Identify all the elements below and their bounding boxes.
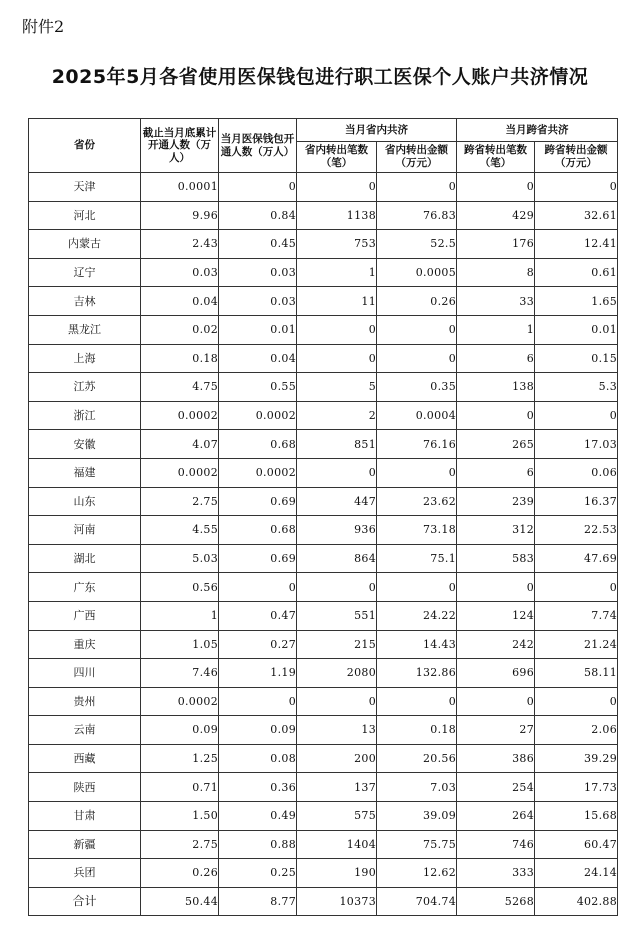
intra-count-cell: 5 <box>297 373 377 402</box>
header-cross-count: 跨省转出笔数（笔） <box>457 142 535 173</box>
cross-count-cell: 8 <box>457 258 535 287</box>
cross-count-cell: 312 <box>457 516 535 545</box>
intra-amount-cell: 52.5 <box>377 230 457 259</box>
table-row <box>29 287 618 316</box>
cumulative-cell: 5.03 <box>141 544 219 573</box>
intra-count-cell: 2 <box>297 401 377 430</box>
cross-count-cell: 265 <box>457 430 535 459</box>
header-intra-count: 省内转出笔数（笔） <box>297 142 377 173</box>
cumulative-cell: 9.96 <box>141 201 219 230</box>
intra-count-cell: 0 <box>297 344 377 373</box>
cross-amount-cell: 58.11 <box>535 659 618 688</box>
intra-amount-cell: 76.16 <box>377 430 457 459</box>
province-cell: 西藏 <box>29 744 141 773</box>
intra-count-cell: 864 <box>297 544 377 573</box>
province-cell: 重庆 <box>29 630 141 659</box>
intra-count-cell: 190 <box>297 859 377 888</box>
intra-count-cell: 0 <box>297 687 377 716</box>
province-cell: 上海 <box>29 344 141 373</box>
cross-count-cell: 6 <box>457 458 535 487</box>
cross-count-cell: 0 <box>457 573 535 602</box>
table-row <box>29 258 618 287</box>
intra-count-cell: 1138 <box>297 201 377 230</box>
header-row-top <box>29 119 618 142</box>
monthly-open-cell: 0.47 <box>219 601 297 630</box>
cumulative-cell: 1 <box>141 601 219 630</box>
table-row <box>29 516 618 545</box>
intra-amount-cell: 0.35 <box>377 373 457 402</box>
monthly-open-cell: 0.68 <box>219 430 297 459</box>
intra-count-cell: 10373 <box>297 887 377 916</box>
monthly-open-cell: 0.04 <box>219 344 297 373</box>
cross-amount-cell: 22.53 <box>535 516 618 545</box>
intra-count-cell: 575 <box>297 802 377 831</box>
total-row <box>29 887 618 916</box>
cross-count-cell: 124 <box>457 601 535 630</box>
header-cross-group: 当月跨省共济 <box>457 119 618 142</box>
cross-count-cell: 6 <box>457 344 535 373</box>
province-cell: 黑龙江 <box>29 315 141 344</box>
cross-count-cell: 264 <box>457 802 535 831</box>
province-cell: 甘肃 <box>29 802 141 831</box>
table-row <box>29 230 618 259</box>
cumulative-cell: 0.0002 <box>141 401 219 430</box>
attachment-label: 附件2 <box>22 17 65 36</box>
table-row <box>29 487 618 516</box>
intra-count-cell: 0 <box>297 573 377 602</box>
monthly-open-cell: 0.45 <box>219 230 297 259</box>
table-row <box>29 173 618 202</box>
cross-count-cell: 429 <box>457 201 535 230</box>
intra-amount-cell: 0.0004 <box>377 401 457 430</box>
cross-count-cell: 242 <box>457 630 535 659</box>
cross-amount-cell: 17.73 <box>535 773 618 802</box>
cross-amount-cell: 0.61 <box>535 258 618 287</box>
intra-amount-cell: 73.18 <box>377 516 457 545</box>
cumulative-cell: 0.09 <box>141 716 219 745</box>
intra-count-cell: 753 <box>297 230 377 259</box>
intra-count-cell: 1 <box>297 258 377 287</box>
cross-count-cell: 239 <box>457 487 535 516</box>
intra-count-cell: 2080 <box>297 659 377 688</box>
cumulative-cell: 7.46 <box>141 659 219 688</box>
cross-amount-cell: 60.47 <box>535 830 618 859</box>
intra-count-cell: 0 <box>297 315 377 344</box>
cumulative-cell: 4.07 <box>141 430 219 459</box>
province-cell: 吉林 <box>29 287 141 316</box>
cross-count-cell: 333 <box>457 859 535 888</box>
monthly-open-cell: 8.77 <box>219 887 297 916</box>
intra-amount-cell: 704.74 <box>377 887 457 916</box>
cumulative-cell: 50.44 <box>141 887 219 916</box>
province-cell: 内蒙古 <box>29 230 141 259</box>
page-title: 2025年5月各省使用医保钱包进行职工医保个人账户共济情况 <box>51 66 589 88</box>
province-cell: 广西 <box>29 601 141 630</box>
header-monthly-open: 当月医保钱包开通人数（万人） <box>219 119 297 173</box>
monthly-open-cell: 0.0002 <box>219 458 297 487</box>
intra-amount-cell: 39.09 <box>377 802 457 831</box>
intra-amount-cell: 0.0005 <box>377 258 457 287</box>
cross-count-cell: 696 <box>457 659 535 688</box>
table-row <box>29 859 618 888</box>
monthly-open-cell: 0.49 <box>219 802 297 831</box>
table-row <box>29 373 618 402</box>
province-cell: 湖北 <box>29 544 141 573</box>
cross-amount-cell: 7.74 <box>535 601 618 630</box>
cross-amount-cell: 16.37 <box>535 487 618 516</box>
cross-amount-cell: 39.29 <box>535 744 618 773</box>
cross-amount-cell: 12.41 <box>535 230 618 259</box>
monthly-open-cell: 0.36 <box>219 773 297 802</box>
header-cross-amount: 跨省转出金额（万元） <box>535 142 618 173</box>
cross-amount-cell: 0.06 <box>535 458 618 487</box>
table-row <box>29 315 618 344</box>
province-cell: 山东 <box>29 487 141 516</box>
cumulative-cell: 0.03 <box>141 258 219 287</box>
table-row <box>29 659 618 688</box>
intra-count-cell: 13 <box>297 716 377 745</box>
cumulative-cell: 0.04 <box>141 287 219 316</box>
province-cell: 新疆 <box>29 830 141 859</box>
data-table <box>28 118 618 916</box>
cross-count-cell: 176 <box>457 230 535 259</box>
province-cell: 河北 <box>29 201 141 230</box>
intra-amount-cell: 0 <box>377 315 457 344</box>
province-cell: 合计 <box>29 887 141 916</box>
cross-count-cell: 138 <box>457 373 535 402</box>
province-cell: 兵团 <box>29 859 141 888</box>
cumulative-cell: 0.0002 <box>141 458 219 487</box>
table-row <box>29 601 618 630</box>
cross-amount-cell: 15.68 <box>535 802 618 831</box>
monthly-open-cell: 0.27 <box>219 630 297 659</box>
cross-count-cell: 1 <box>457 315 535 344</box>
table-row <box>29 716 618 745</box>
intra-amount-cell: 7.03 <box>377 773 457 802</box>
intra-amount-cell: 132.86 <box>377 659 457 688</box>
intra-amount-cell: 0.26 <box>377 287 457 316</box>
monthly-open-cell: 0.69 <box>219 487 297 516</box>
cumulative-cell: 2.43 <box>141 230 219 259</box>
province-cell: 云南 <box>29 716 141 745</box>
table-row <box>29 430 618 459</box>
province-cell: 安徽 <box>29 430 141 459</box>
monthly-open-cell: 0.88 <box>219 830 297 859</box>
cross-amount-cell: 0 <box>535 401 618 430</box>
cross-count-cell: 0 <box>457 401 535 430</box>
monthly-open-cell: 0.01 <box>219 315 297 344</box>
intra-amount-cell: 0.18 <box>377 716 457 745</box>
header-cumulative: 截止当月底累计开通人数（万人） <box>141 119 219 173</box>
province-cell: 广东 <box>29 573 141 602</box>
intra-count-cell: 1404 <box>297 830 377 859</box>
intra-count-cell: 200 <box>297 744 377 773</box>
table-row <box>29 802 618 831</box>
monthly-open-cell: 0.69 <box>219 544 297 573</box>
table-row <box>29 344 618 373</box>
intra-count-cell: 551 <box>297 601 377 630</box>
cross-count-cell: 386 <box>457 744 535 773</box>
province-cell: 四川 <box>29 659 141 688</box>
table-row <box>29 573 618 602</box>
cumulative-cell: 0.18 <box>141 344 219 373</box>
monthly-open-cell: 0.84 <box>219 201 297 230</box>
intra-count-cell: 447 <box>297 487 377 516</box>
intra-amount-cell: 0 <box>377 458 457 487</box>
table-row <box>29 201 618 230</box>
header-intra-group: 当月省内共济 <box>297 119 457 142</box>
cross-amount-cell: 0.15 <box>535 344 618 373</box>
cross-amount-cell: 21.24 <box>535 630 618 659</box>
intra-count-cell: 0 <box>297 458 377 487</box>
cross-count-cell: 33 <box>457 287 535 316</box>
cumulative-cell: 4.75 <box>141 373 219 402</box>
cumulative-cell: 0.0002 <box>141 687 219 716</box>
cross-count-cell: 254 <box>457 773 535 802</box>
province-cell: 贵州 <box>29 687 141 716</box>
intra-count-cell: 11 <box>297 287 377 316</box>
cross-amount-cell: 0 <box>535 687 618 716</box>
monthly-open-cell: 0.0002 <box>219 401 297 430</box>
cross-count-cell: 746 <box>457 830 535 859</box>
monthly-open-cell: 0.25 <box>219 859 297 888</box>
monthly-open-cell: 1.19 <box>219 659 297 688</box>
intra-amount-cell: 75.1 <box>377 544 457 573</box>
cross-amount-cell: 47.69 <box>535 544 618 573</box>
intra-count-cell: 936 <box>297 516 377 545</box>
intra-amount-cell: 75.75 <box>377 830 457 859</box>
table-row <box>29 744 618 773</box>
monthly-open-cell: 0.09 <box>219 716 297 745</box>
cumulative-cell: 0.71 <box>141 773 219 802</box>
cross-amount-cell: 402.88 <box>535 887 618 916</box>
cross-amount-cell: 0.01 <box>535 315 618 344</box>
cumulative-cell: 4.55 <box>141 516 219 545</box>
cumulative-cell: 0.26 <box>141 859 219 888</box>
cross-amount-cell: 2.06 <box>535 716 618 745</box>
intra-amount-cell: 0 <box>377 344 457 373</box>
table-row <box>29 830 618 859</box>
cross-amount-cell: 32.61 <box>535 201 618 230</box>
monthly-open-cell: 0.55 <box>219 373 297 402</box>
cross-amount-cell: 1.65 <box>535 287 618 316</box>
header-province: 省份 <box>29 119 141 173</box>
cross-count-cell: 0 <box>457 173 535 202</box>
table-row <box>29 458 618 487</box>
province-cell: 浙江 <box>29 401 141 430</box>
table-row <box>29 544 618 573</box>
cumulative-cell: 0.02 <box>141 315 219 344</box>
province-cell: 福建 <box>29 458 141 487</box>
province-cell: 江苏 <box>29 373 141 402</box>
province-cell: 天津 <box>29 173 141 202</box>
monthly-open-cell: 0 <box>219 573 297 602</box>
monthly-open-cell: 0.68 <box>219 516 297 545</box>
intra-amount-cell: 0 <box>377 687 457 716</box>
cross-count-cell: 5268 <box>457 887 535 916</box>
cross-amount-cell: 0 <box>535 573 618 602</box>
intra-count-cell: 137 <box>297 773 377 802</box>
cumulative-cell: 1.50 <box>141 802 219 831</box>
cumulative-cell: 1.25 <box>141 744 219 773</box>
table-row <box>29 687 618 716</box>
monthly-open-cell: 0.03 <box>219 287 297 316</box>
intra-amount-cell: 12.62 <box>377 859 457 888</box>
cumulative-cell: 0.56 <box>141 573 219 602</box>
monthly-open-cell: 0.08 <box>219 744 297 773</box>
intra-count-cell: 851 <box>297 430 377 459</box>
cumulative-cell: 0.0001 <box>141 173 219 202</box>
intra-amount-cell: 76.83 <box>377 201 457 230</box>
table-row <box>29 630 618 659</box>
intra-amount-cell: 14.43 <box>377 630 457 659</box>
cross-amount-cell: 17.03 <box>535 430 618 459</box>
cumulative-cell: 2.75 <box>141 487 219 516</box>
cross-count-cell: 583 <box>457 544 535 573</box>
cross-count-cell: 0 <box>457 687 535 716</box>
cross-amount-cell: 0 <box>535 173 618 202</box>
table-body <box>29 173 618 916</box>
cumulative-cell: 2.75 <box>141 830 219 859</box>
monthly-open-cell: 0 <box>219 687 297 716</box>
header-intra-amount: 省内转出金额（万元） <box>377 142 457 173</box>
intra-count-cell: 215 <box>297 630 377 659</box>
table-row <box>29 401 618 430</box>
cross-amount-cell: 24.14 <box>535 859 618 888</box>
cross-amount-cell: 5.3 <box>535 373 618 402</box>
province-cell: 辽宁 <box>29 258 141 287</box>
monthly-open-cell: 0 <box>219 173 297 202</box>
cross-count-cell: 27 <box>457 716 535 745</box>
intra-amount-cell: 20.56 <box>377 744 457 773</box>
intra-amount-cell: 24.22 <box>377 601 457 630</box>
intra-count-cell: 0 <box>297 173 377 202</box>
monthly-open-cell: 0.03 <box>219 258 297 287</box>
intra-amount-cell: 0 <box>377 173 457 202</box>
table-row <box>29 773 618 802</box>
province-cell: 河南 <box>29 516 141 545</box>
cumulative-cell: 1.05 <box>141 630 219 659</box>
intra-amount-cell: 0 <box>377 573 457 602</box>
province-cell: 陕西 <box>29 773 141 802</box>
intra-amount-cell: 23.62 <box>377 487 457 516</box>
